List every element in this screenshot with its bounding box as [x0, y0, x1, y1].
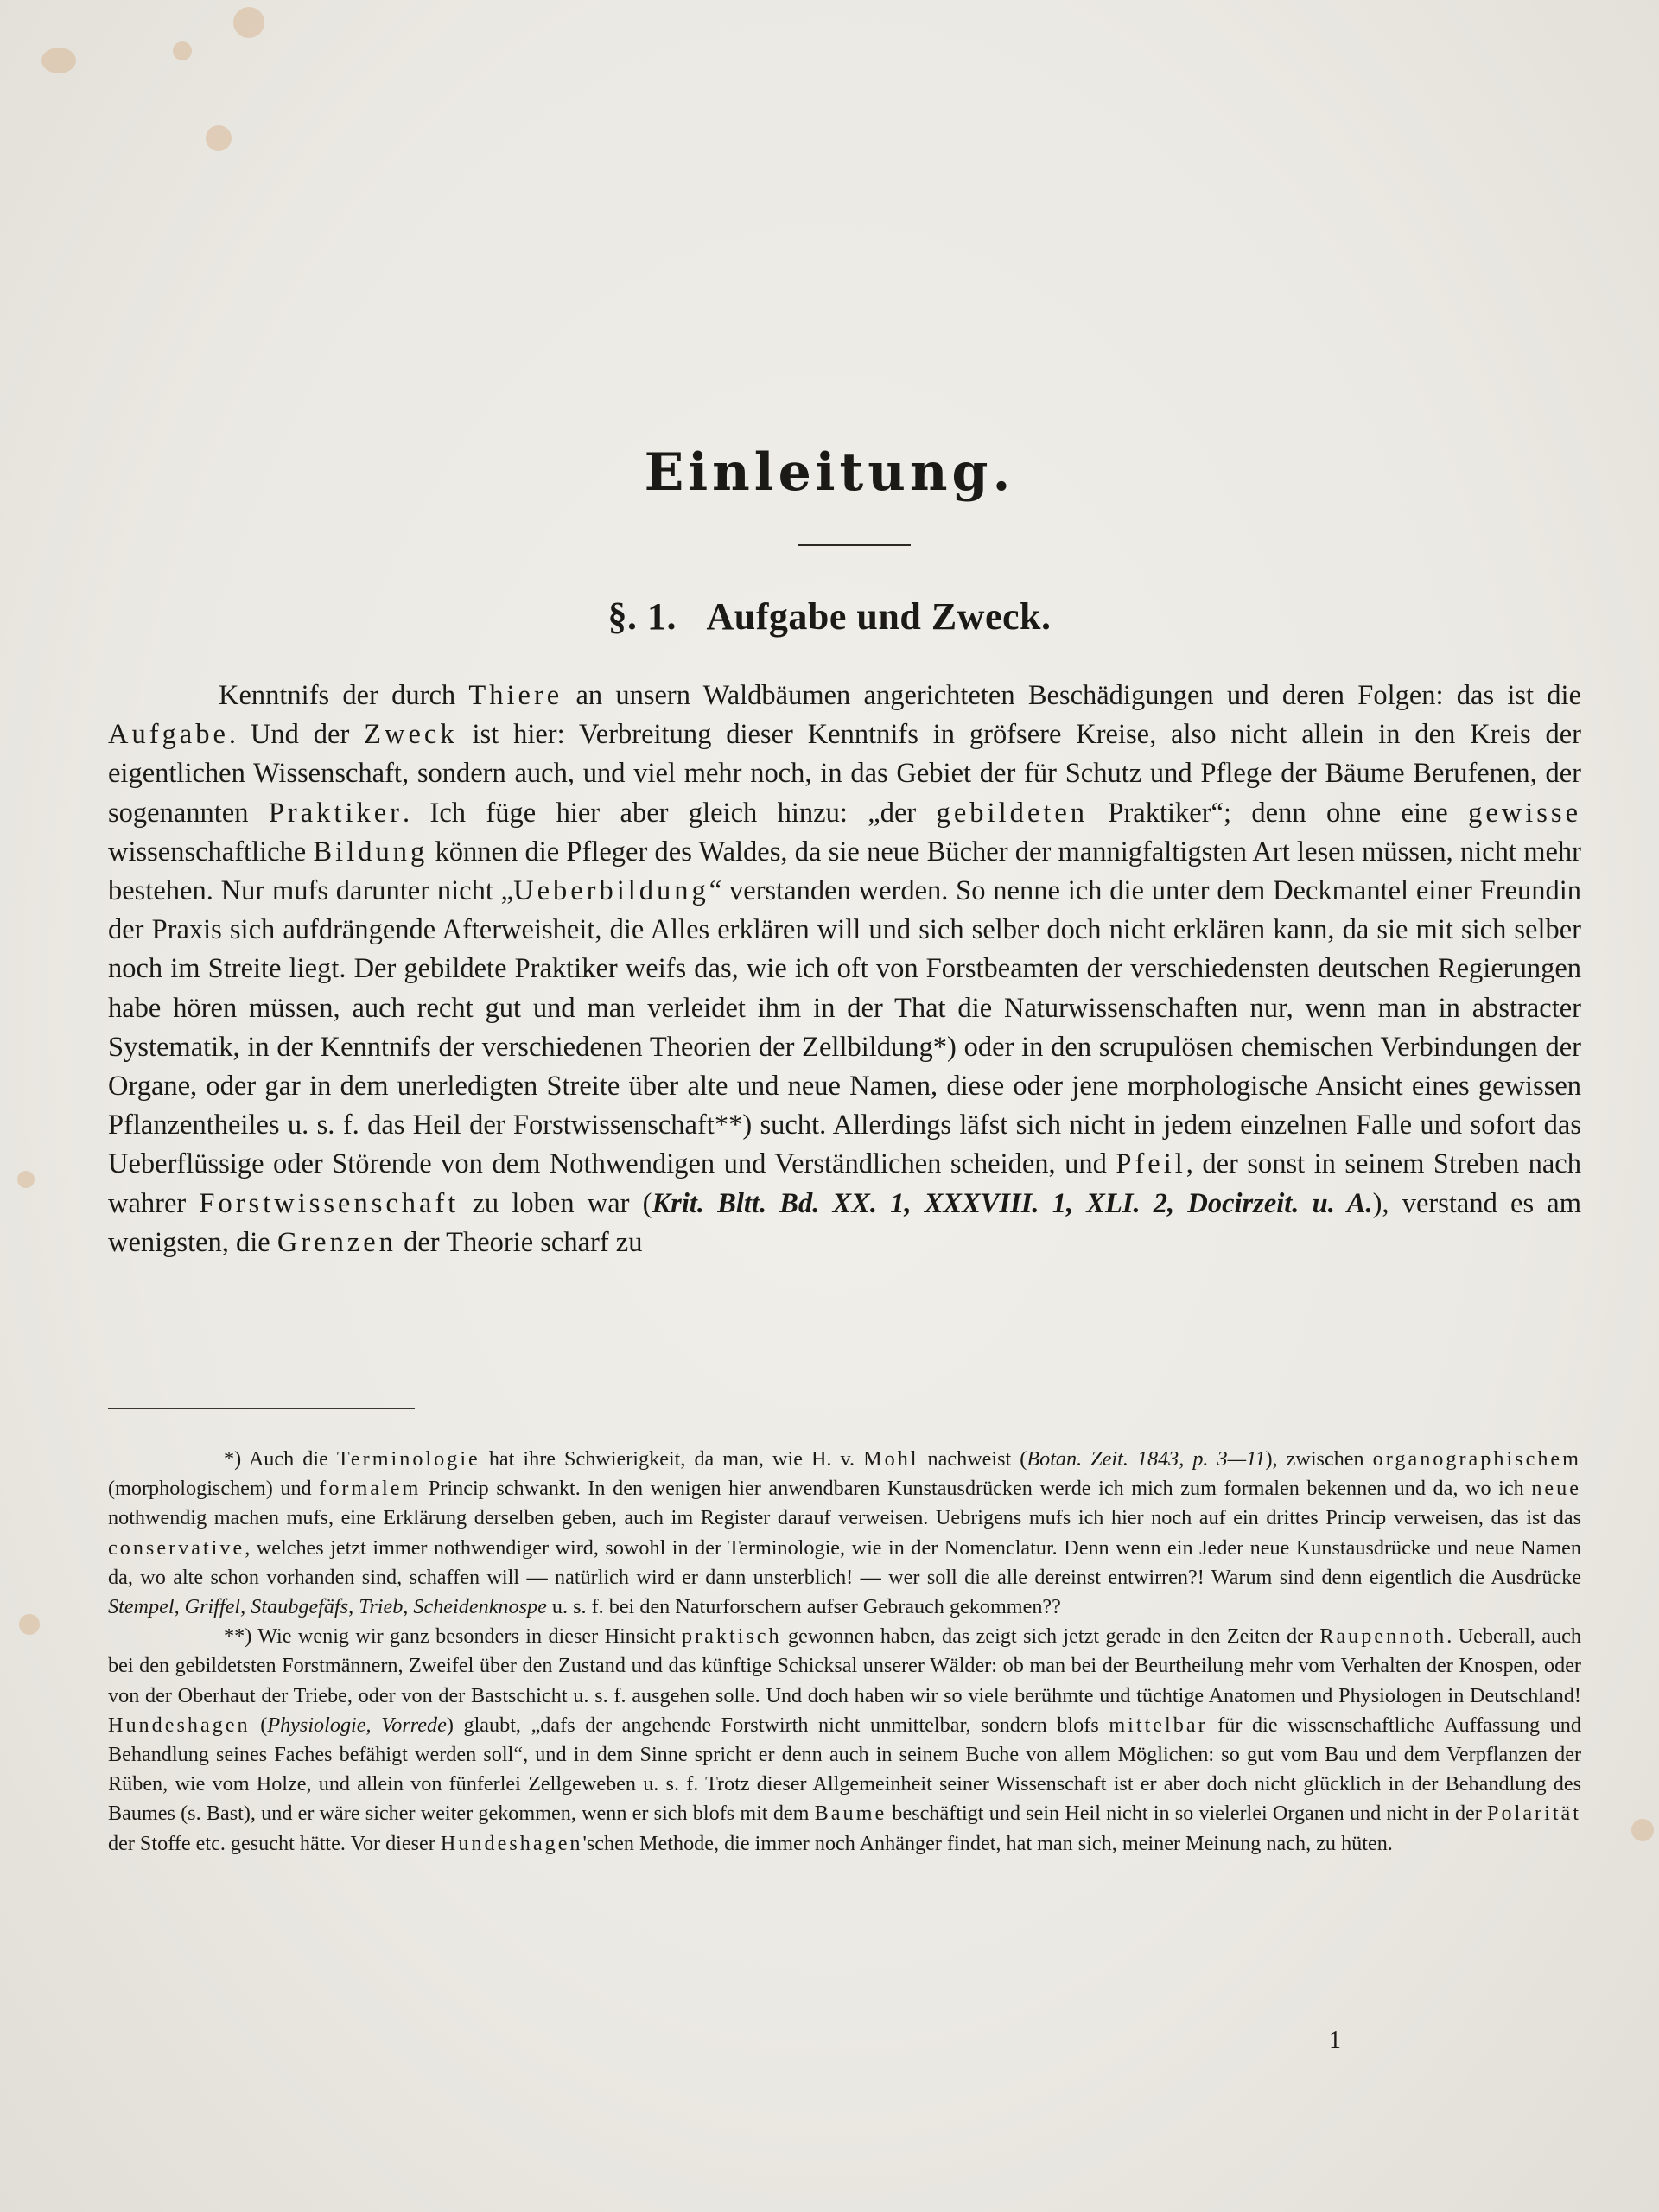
- body-text: Kenntnifs der durch: [219, 680, 469, 711]
- footnote-text: , welches jetzt immer nothwendiger wird, sowohl in der Terminologie, wie in der Nomenclatur. Denn wenn ein Jeder neue Kunstausdrücke und neue Namen da, wo alte schon vorhanden sind, schaffen will — natürlich wird er dann unsterblich! — wer soll die alle dereinst entwirren?! Warum sind denn eigentlich die Ausdrücke: [108, 1535, 1581, 1589]
- footnote-text: (morphologischem) und: [108, 1477, 320, 1501]
- foxing-spot: [19, 1614, 40, 1635]
- section-number: §. 1.: [607, 595, 677, 638]
- footnote-emphasis: Hundeshagen: [440, 1831, 583, 1855]
- foxing-spot: [41, 48, 76, 73]
- footnote-text: hat ihre Schwierigkeit, da man, wie H. v.: [480, 1447, 864, 1471]
- footnotes: [108, 1445, 1581, 1859]
- body-emphasis: Ueberbildung: [513, 875, 709, 907]
- body-text: zu loben war (: [459, 1187, 652, 1219]
- body-text: ist hier: Verbreitung dieser Kenntnifs in gröfsere Kreise, also nicht allein in den Kreis der eigentlichen Wissenschaft, sondern auch, und viel mehr noch, in das Gebiet der für Schutz und Pflege der Bäume Berufenen, der sogenannten: [108, 719, 1581, 829]
- footnote-emphasis: Mohl: [863, 1447, 919, 1471]
- body-text: ), verstand es am wenigsten, die: [108, 1187, 1582, 1258]
- footnote-emphasis: formalem: [319, 1477, 422, 1501]
- footnote-emphasis: Raupennoth: [1319, 1624, 1447, 1649]
- body-emphasis: Praktiker: [268, 797, 403, 829]
- body-text: “ verstanden werden. So nenne ich die unter dem Deckmantel einer Freundin der Praxis sich aufdrängende Afterweisheit, die Alles erklären will und sich selber doch nicht erklären kann, da sie mit sich selber noch im Streite liegt. Der gebildete Praktiker weifs das, wie ich oft von Forstbeamten der verschiedensten deutschen Regierungen habe hören müssen, auch recht gut und man verleidet ihm in der That die Naturwissenschaften nur, wenn man in abstracter Systematik, in der Kenntnifs der verschiedenen Theorien der Zellbildung*) oder in den scrupulösen chemischen Verbindungen der Organe, oder gar in dem unerledigten Streite über alte und neue Namen, diese oder jene morphologische Ansicht eines gewissen Pflanzentheiles u. s. f. das Heil der Forstwissenschaft**) sucht. Allerdings läfst sich nicht in jedem einzelnen Falle und sofort das Ueberflüssige oder Störende von dem Nothwendigen und Verständlichen scheiden, und: [108, 875, 1581, 1180]
- body-emphasis: gewisse: [1468, 797, 1581, 829]
- footnote-emphasis: Baume: [814, 1802, 887, 1826]
- foxing-spot: [233, 7, 264, 38]
- footnote-text: ) glaubt, „dafs der angehende Forstwirth nicht unmittelbar, sondern blofs: [446, 1713, 1109, 1737]
- body-text: Praktiker“; denn ohne eine: [1088, 797, 1469, 829]
- footnote-text: der Stoffe etc. gesucht hätte. Vor dieser: [108, 1831, 441, 1855]
- footnote-text: Princip schwankt. In den wenigen hier anwendbaren Kunstausdrücken werde ich mich zum formalen bekennen und da, wo ich: [421, 1477, 1532, 1501]
- footnote-emphasis: conservative: [108, 1535, 245, 1560]
- footnote-rule: [108, 1408, 415, 1409]
- body-emphasis: Thiere: [468, 680, 563, 711]
- footnote-citation: Stempel, Griffel, Staubgefäfs, Trieb, Scheidenknospe: [108, 1595, 547, 1619]
- footnote-text: nothwendig machen mufs, eine Erklärung derselben geben, auch im Register darauf verweisen. Uebrigens mufs ich hier noch auf ein drittes Princip verweisen, das ist das: [108, 1506, 1581, 1530]
- body-text: an unsern Waldbäumen angerichteten Beschädigungen und deren Folgen: das ist die: [563, 680, 1582, 711]
- footnote-text: *) Auch die: [224, 1447, 337, 1471]
- body-emphasis: Bildung: [313, 836, 429, 868]
- body-text: wissenschaftliche: [108, 836, 314, 868]
- footnote-emphasis: organographischem: [1372, 1447, 1581, 1471]
- body-text: , der sonst in seinem Streben nach wahrer: [108, 1148, 1581, 1219]
- body-emphasis: Zweck: [364, 719, 458, 751]
- footnote-text: gewonnen haben, das zeigt sich jetzt gerade in den Zeiten der: [781, 1624, 1320, 1649]
- body-emphasis: gebildeten: [936, 797, 1088, 829]
- body-citation: Krit. Bltt. Bd. XX. 1, XXXVIII. 1, XLI. 2, Docirzeit. u. A.: [652, 1187, 1373, 1219]
- chapter-title: Einleitung.: [644, 442, 1015, 503]
- section-heading: [0, 594, 1659, 639]
- section-title: Aufgabe und Zweck.: [706, 595, 1052, 638]
- footnote-text: **) Wie wenig wir ganz besonders in dieser Hinsicht: [224, 1624, 682, 1649]
- body-text: der Theorie scharf zu: [396, 1226, 643, 1258]
- footnote-text: beschäftigt und sein Heil nicht in so vielerlei Organen und nicht in der: [887, 1802, 1488, 1826]
- body-emphasis: Forstwissenschaft: [199, 1187, 460, 1219]
- title-rule: [798, 544, 911, 546]
- footnote-emphasis: Terminologie: [336, 1447, 480, 1471]
- footnote-text: nachweist (: [918, 1447, 1027, 1471]
- foxing-spot: [206, 125, 232, 151]
- foxing-spot: [17, 1171, 35, 1188]
- footnote-text: (: [250, 1713, 268, 1737]
- footnote-emphasis: praktisch: [681, 1624, 782, 1649]
- body-emphasis: Pfeil: [1116, 1148, 1186, 1180]
- footnote-emphasis: neue: [1531, 1477, 1581, 1501]
- footnote-text: . Ueberall, auch bei den gebildetsten Forstmännern, Zweifel über den Zustand und das künftige Schicksal unserer Wälder: ob man bei der Beurtheilung mehr vom Verhalten der Knospen, oder von der Oberhaut der Triebe, oder von der Bastschicht u. s. f. ausgehen solle. Und doch haben wir so viele berühmte und tüchtige Anatomen und Physiologen in Deutschland!: [108, 1624, 1582, 1707]
- body-emphasis: Grenzen: [276, 1226, 397, 1258]
- footnote-text: für die wissenschaftliche Auffassung und Behandlung seines Faches befähigt werden soll“, und in dem Sinne spricht er denn auch in seinem Buche von allem Möglichen: so gut vom Bau und dem Verpflanzen der Rüben, wie vom Holze, und allein von fünferlei Zellgeweben u. s. f. Trotz dieser Allgemeinheit seiner Wissenschaft ist er aber doch nicht glücklich in der Behandlung des Baumes (s. Bast), und er wäre sicher weiter gekommen, wenn er sich blofs mit dem: [108, 1713, 1581, 1826]
- foxing-spot: [1631, 1819, 1654, 1841]
- body-text: können die Pfleger des Waldes, da sie neue Bücher der mannigfaltigsten Art lesen müssen, nicht mehr bestehen. Nur mufs darunter nicht „: [108, 836, 1581, 907]
- footnote-text: u. s. f. bei den Naturforschern aufser Gebrauch gekommen??: [546, 1595, 1061, 1619]
- footnote-2: [108, 1622, 1581, 1859]
- body-emphasis: Aufgabe: [108, 719, 229, 751]
- body-paragraph: [108, 677, 1581, 1262]
- page-number: 1: [1329, 2027, 1341, 2054]
- footnote-citation: Physiologie, Vorrede: [267, 1713, 447, 1737]
- footnote-text: 'schen Methode, die immer noch Anhänger findet, hat man sich, meiner Meinung nach, zu hüten.: [582, 1831, 1393, 1855]
- footnote-emphasis: Polarität: [1487, 1802, 1581, 1826]
- body-text: . Und der: [228, 719, 365, 751]
- footnote-emphasis: mittelbar: [1109, 1713, 1208, 1737]
- footnote-1: [108, 1445, 1581, 1622]
- foxing-spot: [173, 41, 192, 60]
- footnote-emphasis: Hundeshagen: [108, 1713, 251, 1737]
- footnote-text: ), zwischen: [1265, 1447, 1373, 1471]
- footnote-citation: Botan. Zeit. 1843, p. 3—11: [1027, 1447, 1266, 1471]
- body-text: . Ich füge hier aber gleich hinzu: „der: [403, 797, 937, 829]
